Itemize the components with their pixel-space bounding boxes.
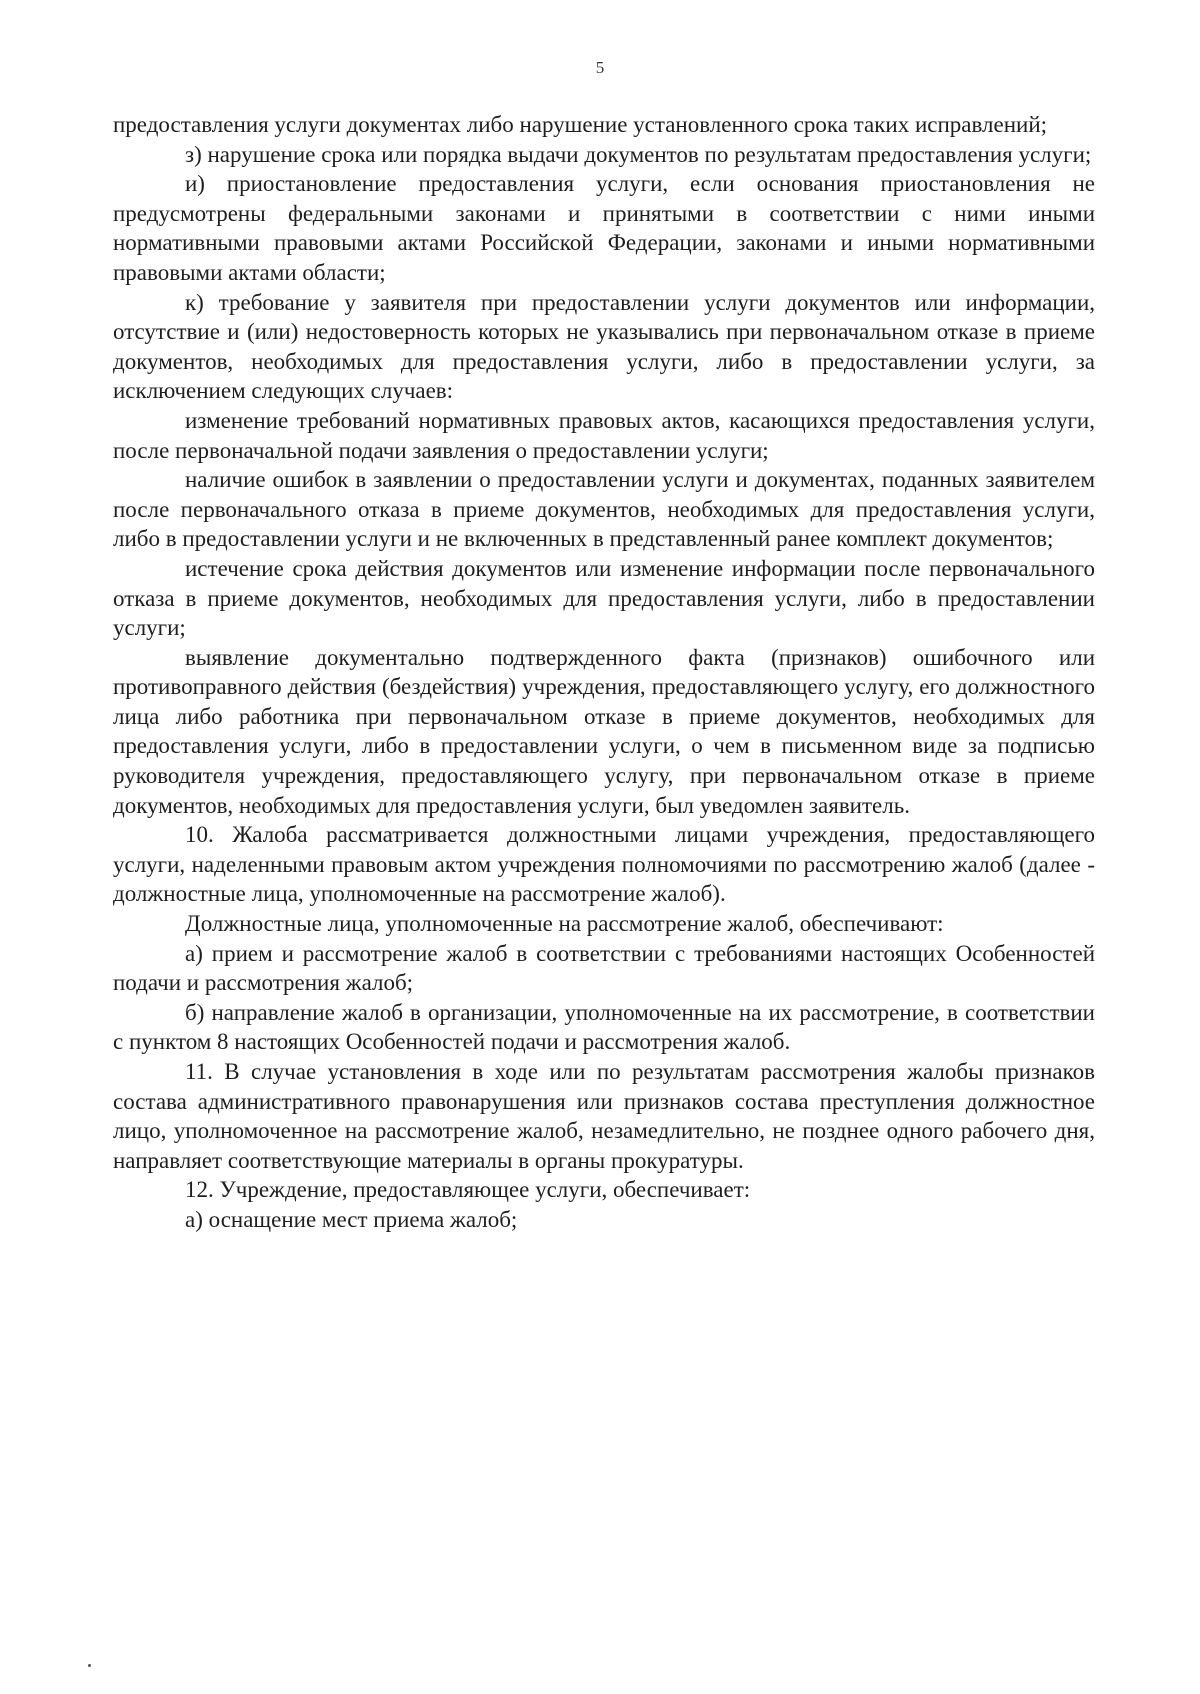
paragraph-continuation: предоставления услуги документах либо нарушение установленного срока таких исправлений; [113, 112, 1048, 137]
paragraph-exception-3: истечение срока действия документов или изменение информации после первоначального отказа в приеме документов, необходимых для предоставления услуги, либо в предоставлении услуги; [113, 555, 1095, 641]
paragraph-section-11: 11. В случае установления в ходе или по результатам рассмотрения жалобы признаков состава административного правонарушения или признаков состава преступления должностное лицо, уполномоченное на рассмотрение жалоб, незамедлительно, не позднее одного рабочего дня, направляет соответствующие материалы в органы прокуратуры. [113, 1059, 1095, 1173]
paragraph-item-z: з) нарушение срока или порядка выдачи документов по результатам предоставления услуги; [185, 141, 1092, 167]
paragraph-officials-duties: Должностные лица, уполномоченные на рассмотрение жалоб, обеспечивают: [185, 911, 944, 937]
paragraph-section-12: 12. Учреждение, предоставляющее услуги, обеспечивает: [185, 1177, 751, 1203]
document-body [113, 110, 1095, 1235]
paragraph-section-10: 10. Жалоба рассматривается должностными лицами учреждения, предоставляющего услуги, наделенными правовым актом учреждения полномочиями по рассмотрению жалоб (далее - должностные лица, уполномоченные на рассмотрение жалоб). [113, 822, 1095, 907]
paragraph-item-b: б) направление жалоб в организации, уполномоченные на их рассмотрение, в соответствии с пунктом 8 настоящих Особенностей подачи и рассмотрения жалоб. [113, 999, 1095, 1055]
paragraph-section-12-item-a: а) оснащение мест приема жалоб; [185, 1206, 518, 1232]
paragraph-exception-1: изменение требований нормативных правовых актов, касающихся предоставления услуги, после первоначальной подачи заявления о предоставлении услуги; [113, 407, 1095, 463]
paragraph-exception-4: выявление документально подтвержденного факта (признаков) ошибочного или противоправного действия (бездействия) учреждения, предоставляющего услугу, его должностного лица либо работника при первоначальном отказе в приеме документов, необходимых для предоставления услуги, либо в предоставлении услуги, о чем в письменном виде за подписью руководителя учреждения, предоставляющего услугу, при первоначальном отказе в приеме документов, необходимых для предоставления услуги, был уведомлен заявитель. [113, 644, 1095, 818]
paragraph-item-k: к) требование у заявителя при предоставлении услуги документов или информации, отсутствие и (или) недостоверность которых не указывались при первоначальном отказе в приеме документов, необходимых для предоставления услуги, либо в предоставлении услуги, за исключением следующих случаев: [113, 289, 1095, 404]
paragraph-item-a: а) прием и рассмотрение жалоб в соответствии с требованиями настоящих Особенностей подачи и рассмотрения жалоб; [113, 940, 1095, 996]
paragraph-exception-2: наличие ошибок в заявлении о предоставлении услуги и документах, поданных заявителем после первоначального отказа в приеме документов, необходимых для предоставления услуги, либо в предоставлении услуги и не включенных в представленный ранее комплект документов; [113, 467, 1095, 552]
page-number: 5 [595, 58, 605, 77]
paragraph-item-i: и) приостановление предоставления услуги, если основания приостановления не предусмотрены федеральными законами и принятыми в соответствии с ними иными нормативными правовыми актами Российской Федерации, законами и иными нормативными правовыми актами области; [113, 171, 1095, 285]
scan-artifact-dot [88, 1664, 91, 1667]
